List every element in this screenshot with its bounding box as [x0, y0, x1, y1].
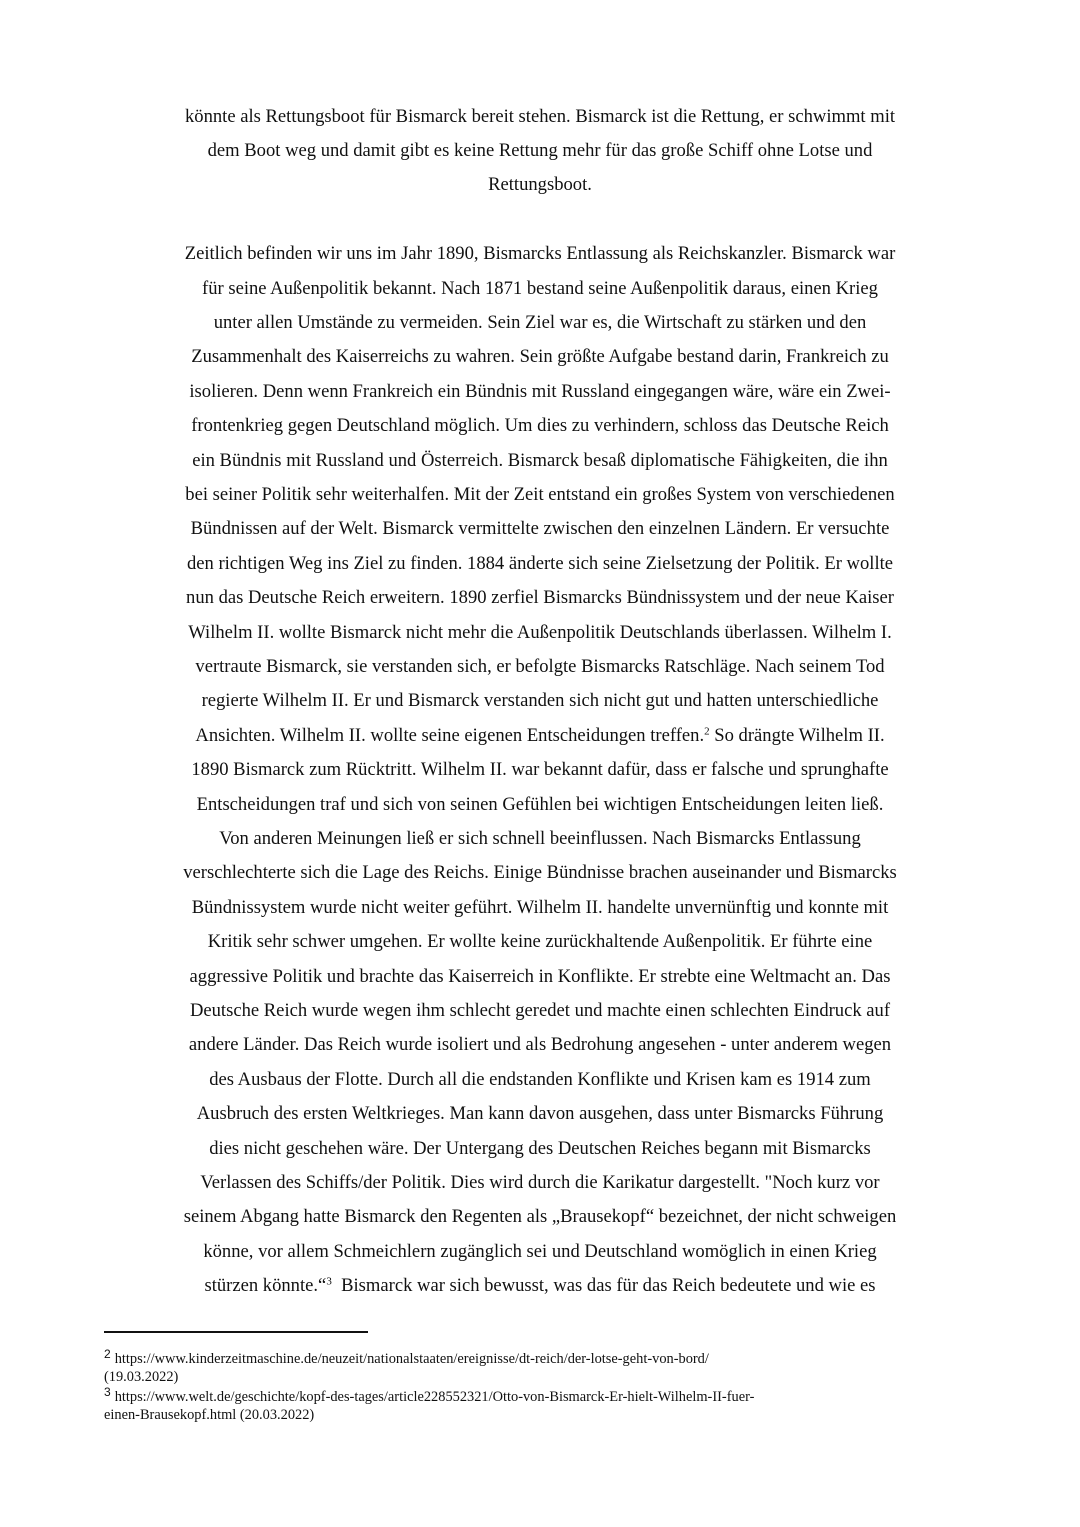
body-line-15 [0, 725, 1080, 747]
body-line-18: Von anderen Meinungen ließ er sich schnell beeinflussen. Nach Bismarcks Entlassung [219, 828, 861, 849]
body-line-11: nun das Deutsche Reich erweitern. 1890 zerfiel Bismarcks Bündnissystem und der neue Kaiser [186, 587, 894, 608]
body-line-1: Zeitlich befinden wir uns im Jahr 1890, Bismarcks Entlassung als Reichskanzler. Bismarck war [184, 243, 896, 264]
intro-line-3: Rettungsboot. [488, 174, 592, 195]
body-line-19: verschlechterte sich die Lage des Reichs. Einige Bündnisse brachen auseinander und Bismarcks [183, 862, 897, 883]
footnote-2 [104, 1346, 964, 1368]
body-line-31-text-a: stürzen könnte.“ [204, 1275, 327, 1296]
body-line-4: Zusammenhalt des Kaiserreichs zu wahren. Sein größte Aufgabe bestand darin, Frankreich zu [191, 346, 889, 367]
footnote-2-url[interactable]: https://www.kinderzeitmaschine.de/neuzeit/nationalstaaten/ereignisse/dt-reich/der-lotse-geht-von-bord/ [114, 1351, 709, 1367]
body-line-13: vertraute Bismarck, sie verstanden sich, er befolgte Bismarcks Ratschläge. Nach seinem Tod [195, 656, 885, 677]
body-line-5: isolieren. Denn wenn Frankreich ein Bündnis mit Russland eingegangen wäre, wäre ein Zwei- [189, 381, 891, 402]
intro-line-2: dem Boot weg und damit gibt es keine Rettung mehr für das große Schiff ohne Lotse und [207, 140, 873, 161]
body-line-28: Verlassen des Schiffs/der Politik. Dies wird durch die Karikatur dargestellt. "Noch kurz vor [200, 1172, 880, 1193]
body-line-12: Wilhelm II. wollte Bismarck nicht mehr die Außenpolitik Deutschlands überlassen. Wilhelm I. [188, 622, 892, 643]
footnote-3-number: 3 [104, 1384, 111, 1399]
body-line-6: frontenkrieg gegen Deutschland möglich. Um dies zu verhindern, schloss das Deutsche Reich [191, 415, 889, 436]
body-line-8: bei seiner Politik sehr weiterhalfen. Mit der Zeit entstand ein großes System von verschiedenen [185, 484, 895, 505]
body-line-24: andere Länder. Das Reich wurde isoliert und als Bedrohung angesehen - unter anderem wegen [188, 1034, 892, 1055]
footnote-ref-2[interactable]: 2 [704, 725, 710, 738]
body-line-31-text-b: Bismarck war sich bewusst, was das für das Reich bedeutete und wie es [331, 1275, 876, 1296]
body-line-10: den richtigen Weg ins Ziel zu finden. 1884 änderte sich seine Zielsetzung der Politik. Er wollte [186, 553, 894, 574]
body-line-31 [0, 1275, 1080, 1297]
body-line-15-text-a: Ansichten. Wilhelm II. wollte seine eigenen Entscheidungen treffen. [195, 725, 705, 746]
body-line-7: ein Bündnis mit Russland und Österreich. Bismarck besaß diplomatische Fähigkeiten, die ihn [192, 450, 888, 471]
body-line-17: Entscheidungen traf und sich von seinen Gefühlen bei wichtigen Entscheidungen leiten ließ. [196, 794, 884, 815]
footnote-3 [104, 1384, 964, 1406]
body-line-9: Bündnissen auf der Welt. Bismarck vermittelte zwischen den einzelnen Ländern. Er versuchte [190, 518, 890, 539]
body-line-3: unter allen Umstände zu vermeiden. Sein Ziel war es, die Wirtschaft zu stärken und den [213, 312, 867, 333]
body-line-27: dies nicht geschehen wäre. Der Untergang des Deutschen Reiches begann mit Bismarcks [209, 1138, 871, 1159]
footnote-2-number: 2 [104, 1346, 111, 1361]
body-line-29: seinem Abgang hatte Bismarck den Regenten als „Brausekopf“ bezeichnet, der nicht schweigen [183, 1206, 897, 1227]
body-line-20: Bündnissystem wurde nicht weiter geführt. Wilhelm II. handelte unvernünftig und konnte mit [191, 897, 889, 918]
body-line-15-text-b: So drängte Wilhelm II. [709, 725, 885, 746]
body-line-25: des Ausbaus der Flotte. Durch all die endstanden Konflikte und Krisen kam es 1914 zum [209, 1069, 871, 1090]
body-line-2: für seine Außenpolitik bekannt. Nach 1871 bestand seine Außenpolitik daraus, einen Krieg [202, 278, 878, 299]
body-line-23: Deutsche Reich wurde wegen ihm schlecht geredet und machte einen schlechten Eindruck auf [189, 1000, 891, 1021]
footnote-3-url-cont[interactable]: einen-Brausekopf.html (20.03.2022) [104, 1407, 315, 1423]
footnote-3-url[interactable]: https://www.welt.de/geschichte/kopf-des-tages/article228552321/Otto-von-Bismarck-Er-hielt-Wilhelm-II-fuer- [114, 1389, 755, 1405]
intro-line-1: könnte als Rettungsboot für Bismarck bereit stehen. Bismarck ist die Rettung, er schwimmt mit [184, 106, 896, 127]
body-line-21: Kritik sehr schwer umgehen. Er wollte keine zurückhaltende Außenpolitik. Er führte eine [207, 931, 873, 952]
body-line-26: Ausbruch des ersten Weltkrieges. Man kann davon ausgehen, dass unter Bismarcks Führung [196, 1103, 884, 1124]
body-line-22: aggressive Politik und brachte das Kaiserreich in Konflikte. Er strebte eine Weltmacht an. Das [189, 966, 891, 987]
footnote-ref-3[interactable]: 3 [326, 1275, 332, 1288]
footnote-2-date: (19.03.2022) [104, 1369, 179, 1385]
footnote-separator [104, 1331, 368, 1333]
body-line-16: 1890 Bismarck zum Rücktritt. Wilhelm II. war bekannt dafür, dass er falsche und sprunghafte [191, 759, 889, 780]
body-line-30: könne, vor allem Schmeichlern zugänglich sei und Deutschland womöglich in einen Krieg [203, 1241, 877, 1262]
body-line-14: regierte Wilhelm II. Er und Bismarck verstanden sich nicht gut und hatten unterschiedliche [201, 690, 879, 711]
